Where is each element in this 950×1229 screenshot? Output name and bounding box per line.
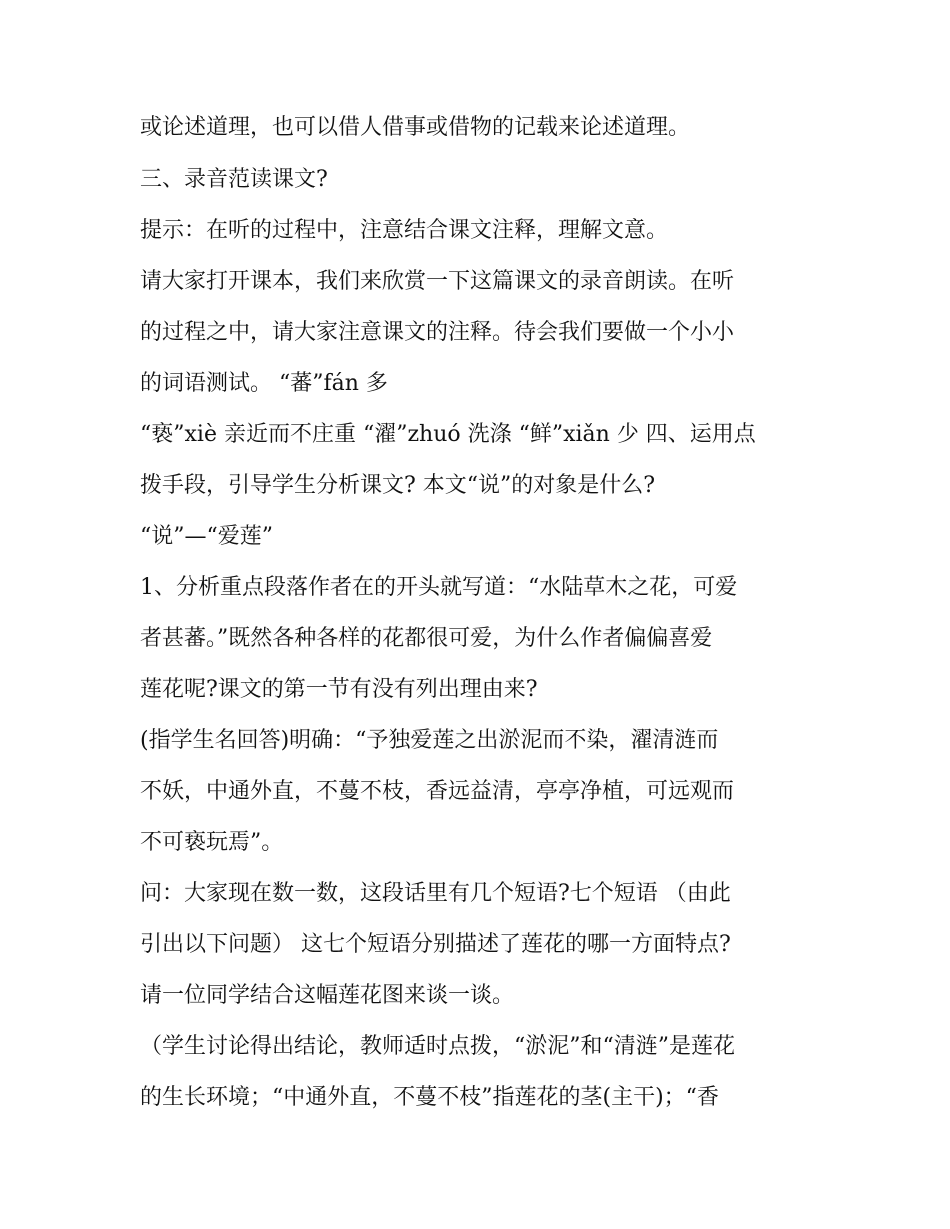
text-line: 请大家打开课本，我们来欣赏一下这篇课文的录音朗读。在听 bbox=[140, 269, 735, 294]
text-line: “说”—“爱莲” bbox=[140, 524, 273, 549]
text-line: 问：大家现在数一数，这段话里有几个短语?七个短语 （由此 bbox=[140, 881, 731, 906]
text-line: 的词语测试。 “蕃”fán 多 bbox=[140, 371, 388, 396]
text-line: 不妖，中通外直，不蔓不枝，香远益清，亭亭净植，可远观而 bbox=[140, 779, 735, 804]
text-line: （学生讨论得出结论，教师适时点拨，“淤泥”和“清涟”是莲花 bbox=[140, 1034, 735, 1059]
text-line: 者甚蕃。”既然各种各样的花都很可爱，为什么作者偏偏喜爱 bbox=[140, 626, 713, 651]
text-line: 的过程之中，请大家注意课文的注释。待会我们要做一个小小 bbox=[140, 320, 735, 345]
text-line: 请一位同学结合这幅莲花图来谈一谈。 bbox=[140, 983, 515, 1008]
text-line: 或论述道理，也可以借人借事或借物的记载来论述道理。 bbox=[140, 115, 691, 140]
text-line: 的生长环境；“中通外直，不蔓不枝”指莲花的茎(主干)；“香 bbox=[140, 1085, 719, 1110]
text-line: 引出以下问题） 这七个短语分别描述了莲花的哪一方面特点? bbox=[140, 932, 731, 957]
text-line: 不可亵玩焉”。 bbox=[140, 830, 284, 855]
text-line: (指学生名回答)明确：“予独爱莲之出淤泥而不染，濯清涟而 bbox=[140, 728, 719, 753]
text-line: 莲花呢?课文的第一节有没有列出理由来? bbox=[140, 677, 538, 702]
text-line: 1、分析重点段落作者在的开头就写道：“水陆草木之花，可爱 bbox=[140, 575, 738, 600]
text-line: “亵”xiè 亲近而不庄重 “濯”zhuó 洗涤 “鲜”xiǎn 少 四、运用点 bbox=[140, 422, 756, 447]
text-line: 提示：在听的过程中，注意结合课文注释，理解文意。 bbox=[140, 218, 669, 243]
section-heading: 三、录音范读课文? bbox=[140, 167, 328, 192]
text-line: 拨手段，引导学生分析课文? 本文“说”的对象是什么? bbox=[140, 473, 656, 498]
